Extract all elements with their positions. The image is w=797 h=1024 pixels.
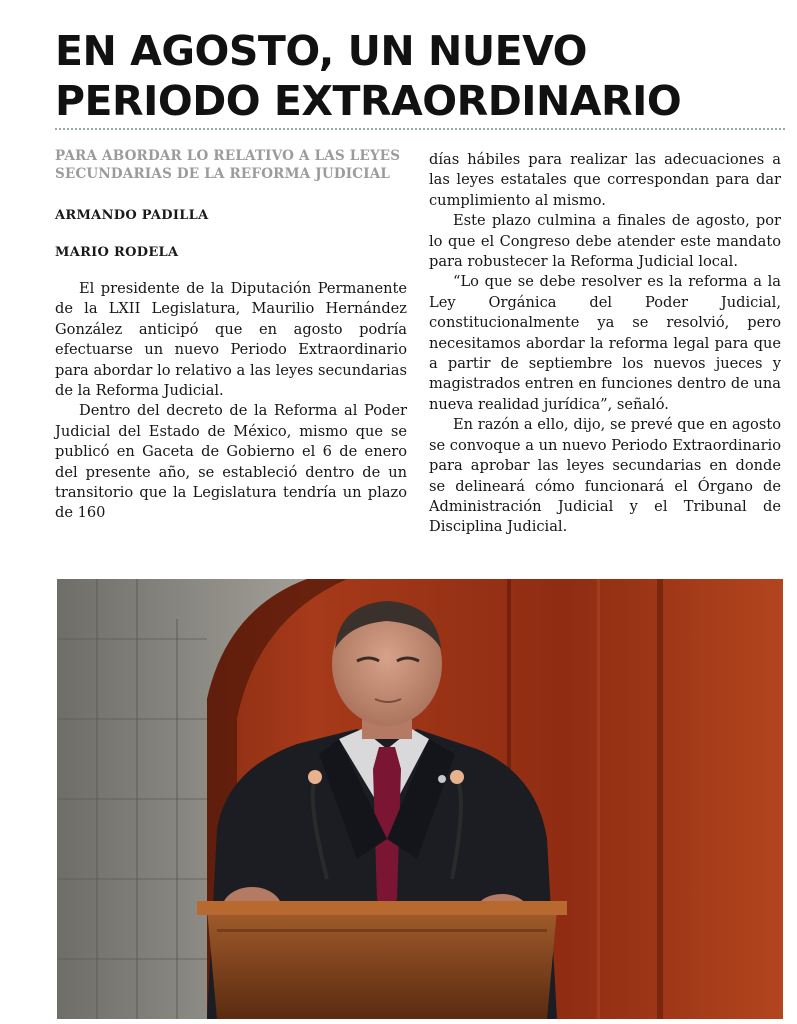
- left-column: [55, 148, 407, 524]
- headline-line-2: PERIODO EXTRAORDINARIO: [55, 77, 682, 125]
- article-photo: [57, 579, 783, 1019]
- body-paragraph-1: El presidente de la Diputación Permanente de la LXII Legislatura, Maurilio Hernández González anticipó que en agosto podría efectuarse un nuevo Periodo Extraordinario para abordar lo relativo a las leyes secundarias de la Reforma Judicial.: [55, 280, 407, 400]
- body-paragraph-2: Dentro del decreto de la Reforma al Poder Judicial del Estado de México, mismo que se publicó en Gaceta de Gobierno el 6 de enero del presente año, se estableció dentro de un transitorio que la Legislatura tendría un plazo de 160: [55, 402, 407, 522]
- author-byline-1: ARMANDO PADILLA: [55, 208, 209, 223]
- headline-line-1: EN AGOSTO, UN NUEVO: [55, 27, 587, 75]
- body-paragraph-2-continued: días hábiles para realizar las adecuaciones a las leyes estatales que correspondan para dar cumplimiento al mismo.: [429, 151, 781, 209]
- body-paragraph-5: En razón a ello, dijo, se prevé que en agosto se convoque a un nuevo Periodo Extraordinario para aprobar las leyes secundarias en donde se delineará cómo funcionará el Órgano de Administración Judicial y el Tribunal de Disciplina Judicial.: [429, 416, 781, 536]
- speaker-at-podium-photo: [57, 579, 783, 1019]
- body-paragraph-4: “Lo que se debe resolver es la reforma a la Ley Orgánica del Poder Judicial, constitucionalmente ya se resolvió, pero necesitamos abordar la reforma legal para que a partir de septiembre los nuevos jueces y magistrados entren en funciones dentro de una nueva realidad jurídica”, señaló.: [429, 273, 781, 413]
- body-paragraph-3: Este plazo culmina a finales de agosto, por lo que el Congreso debe atender este mandato para robustecer la Reforma Judicial local.: [429, 212, 781, 271]
- headline: [55, 26, 775, 126]
- right-column: [429, 150, 781, 538]
- author-byline-2: MARIO RODELA: [55, 245, 179, 260]
- deck-subtitle: PARA ABORDAR LO RELATIVO A LAS LEYES SECUNDARIAS DE LA REFORMA JUDICIAL: [55, 148, 401, 182]
- divider: [55, 128, 785, 130]
